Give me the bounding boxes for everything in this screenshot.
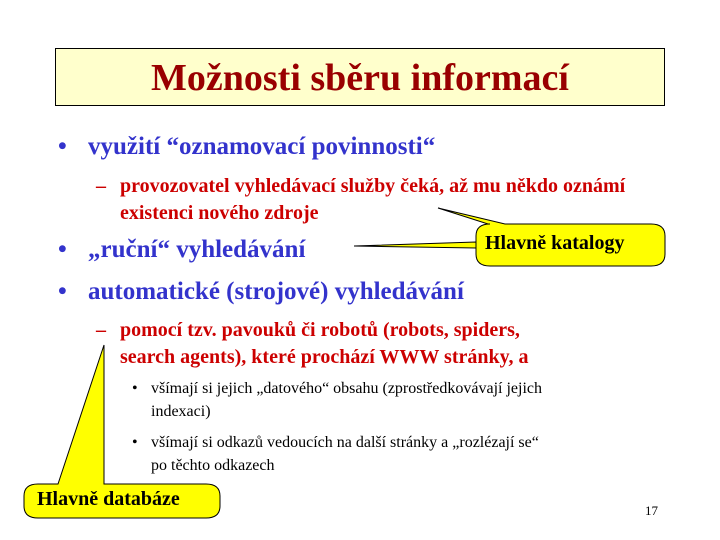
subsub-2-line1: všímají si odkazů vedoucích na další stránky a „rozlézají se“ [151, 434, 539, 451]
subsub-dot: • [132, 380, 138, 397]
bullet-2-text: „ruční“ vyhledávání [88, 236, 306, 263]
callout-katalogy-label: Hlavně katalogy [485, 232, 625, 254]
page-number: 17 [645, 503, 658, 518]
subsub-1-line1: všímají si jejich „datového“ obsahu (zprostředkovávají jejich [151, 380, 542, 397]
sub-dash: – [96, 175, 106, 197]
sub-3-line2: search agents), které prochází WWW stránky, a [120, 346, 529, 368]
subsub-2-line2: po těchto odkazech [151, 457, 275, 474]
bullet-1-text: využití “oznamovací povinnosti“ [88, 133, 436, 160]
bullet-dot: • [58, 278, 67, 305]
sub-1-text: provozovatel vyhledávací služby čeká, až mu někdo oznámí existenci nového zdroje [120, 175, 626, 224]
sub-3-line1: pomocí tzv. pavouků či robotů (robots, spiders, [120, 319, 520, 341]
callout-katalogy-pointer [354, 242, 476, 248]
subsub-dot: • [132, 434, 138, 451]
callout-databaze-label: Hlavně databáze [37, 488, 180, 510]
slide-title: Možnosti sběru informací [151, 57, 569, 99]
sub-dash: – [96, 319, 106, 341]
subsub-1-line2: indexaci) [151, 403, 211, 420]
bullet-dot: • [58, 236, 67, 263]
bullet-dot: • [58, 133, 67, 160]
bullet-3-text: automatické (strojové) vyhledávání [88, 278, 464, 305]
